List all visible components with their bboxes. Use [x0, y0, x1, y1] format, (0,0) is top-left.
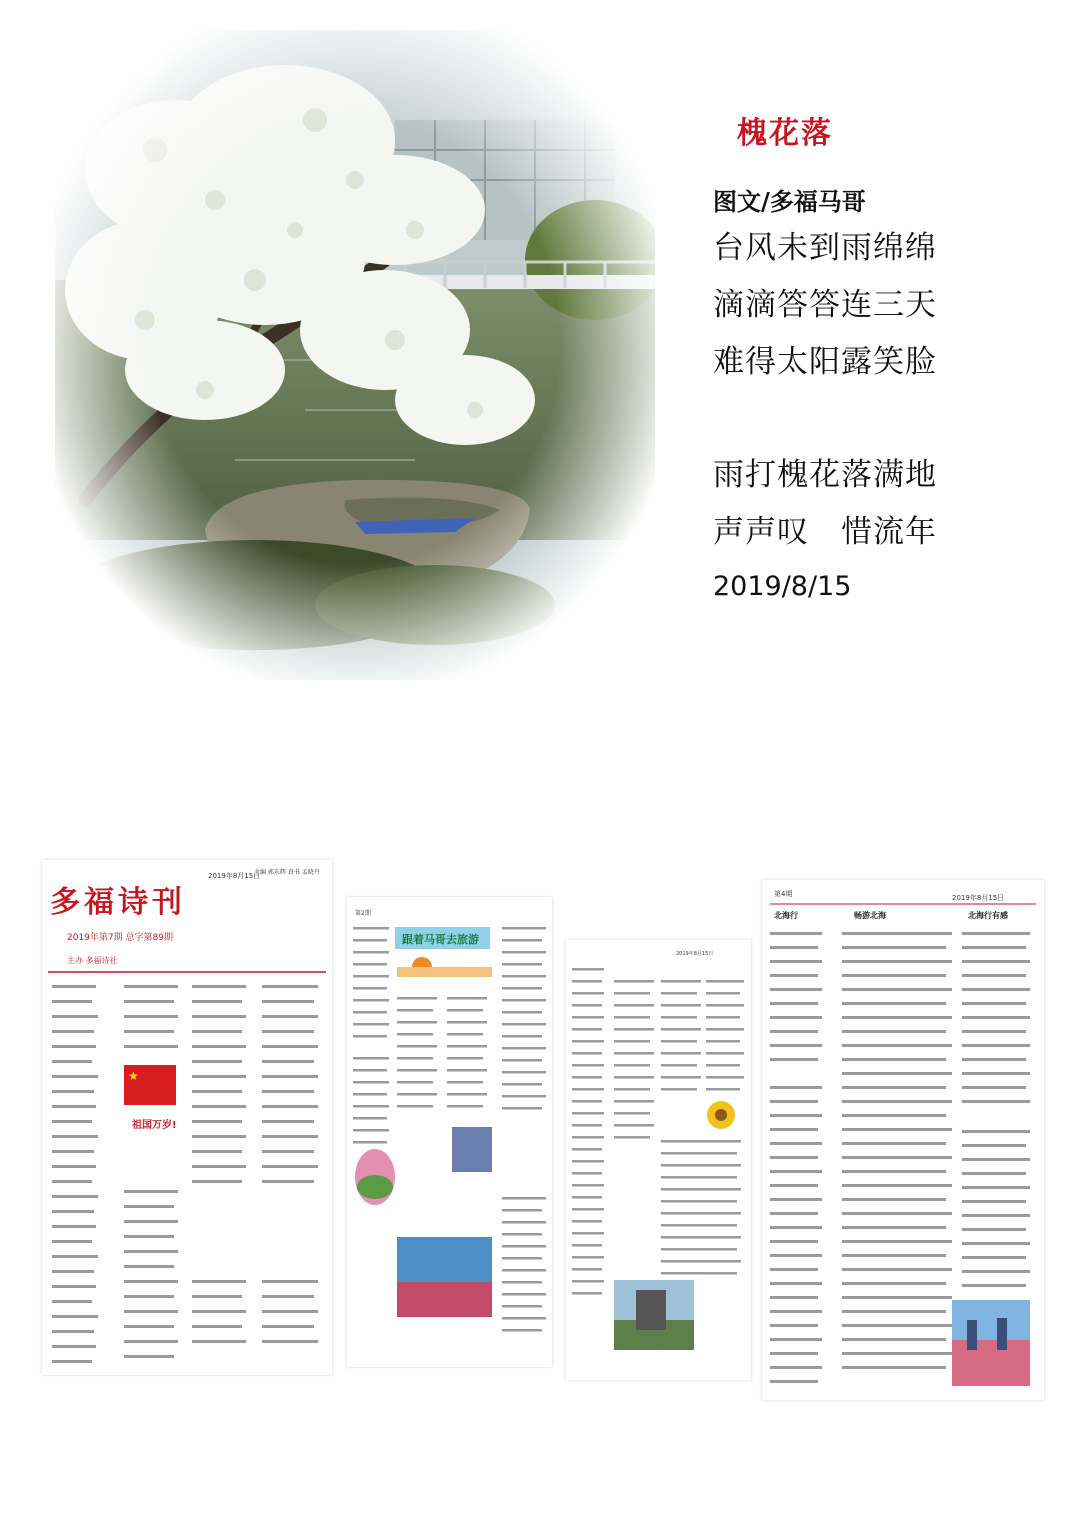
journal-page-2 [347, 897, 552, 1367]
journal-issue: 2019年第7期 总字第89期 [67, 933, 173, 943]
journal-page-4 [762, 880, 1044, 1400]
page4-label: 第4期 [774, 890, 793, 898]
journal-page-1 [42, 860, 332, 1375]
poem-line: 难得太阳露笑脸 [713, 344, 937, 380]
poem-line: 声声叹 惜流年 [713, 514, 937, 550]
page4-header: 北海行有感 [968, 911, 1008, 920]
poem-date: 2019/8/15 [713, 571, 852, 602]
poem-line: 雨打槐花落满地 [713, 457, 937, 493]
page4-header: 北海行 [774, 911, 798, 920]
journal-editors: 主编 郭东辉 真书 孟晓丹 [254, 869, 320, 876]
poem-line: 滴滴答答连三天 [713, 287, 937, 323]
journal-page-3 [566, 940, 751, 1380]
svg-text:★: ★ [128, 1069, 139, 1083]
poem-author: 图文/多福马哥 [713, 187, 866, 216]
poem-title: 槐花落 [737, 116, 833, 151]
page3-date: 2019年8月15日 [676, 951, 714, 957]
cherry-blossom-photo [55, 30, 655, 680]
poem-block [713, 108, 1053, 602]
page4-date: 2019年8月15日 [952, 894, 1005, 902]
flag-caption: 祖国万岁! [132, 1120, 177, 1131]
page2-banner: 跟着马哥去旅游 [402, 933, 479, 946]
journal-host: 主办 多福诗社 [67, 956, 118, 965]
page4-header: 畅游北海 [854, 911, 886, 920]
page2-label: 第2期 [355, 910, 371, 917]
journal-masthead: 多福诗刊 [50, 885, 186, 920]
journal-date: 2019年8月15日 [208, 872, 261, 880]
poem-line: 台风未到雨绵绵 [713, 230, 937, 266]
